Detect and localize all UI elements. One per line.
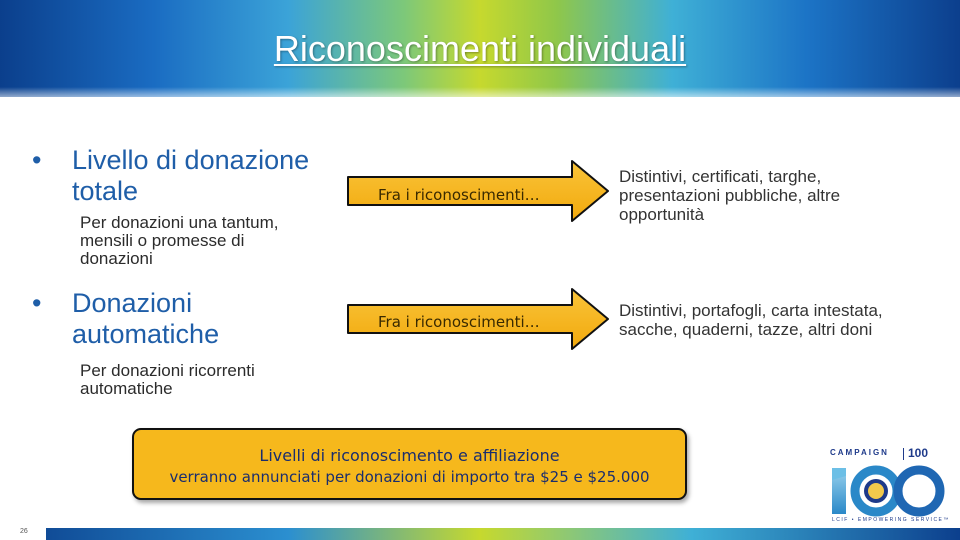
sub-line: mensili o promesse di — [80, 231, 245, 250]
campaign-100-logo — [826, 440, 948, 526]
desc-line: Distintivi, certificati, targhe, — [619, 167, 822, 186]
sub-line: Per donazioni una tantum, — [80, 213, 279, 232]
desc-donation-level — [619, 167, 949, 224]
arrow-label-1: Fra i riconoscimenti… — [378, 186, 540, 204]
bullet-line-2: totale — [72, 176, 139, 206]
arrow-label-2: Fra i riconoscimenti… — [378, 313, 540, 331]
desc-line: Distintivi, portafogli, carta intestata, — [619, 301, 883, 320]
sub-line: Per donazioni ricorrenti — [80, 361, 255, 380]
bullet-text — [72, 288, 219, 350]
announcement-box — [132, 428, 687, 500]
title-banner — [0, 0, 960, 97]
bullet-dot-icon: • — [32, 145, 42, 175]
logo-separator — [903, 448, 904, 460]
bullet-line-1: Livello di donazione — [72, 145, 310, 175]
bullet-text — [72, 145, 309, 207]
bullet-line-2: automatiche — [72, 319, 220, 349]
logo-100-mark-icon — [828, 462, 946, 518]
announcement-text: verranno annunciati per donazioni di importo tra $25 e $25.000 — [169, 468, 650, 486]
logo-campaign-text: CAMPAIGN — [830, 448, 889, 457]
page-number: 26 — [20, 528, 28, 535]
desc-line: sacche, quaderni, tazze, altri doni — [619, 320, 873, 339]
sub-line: donazioni — [80, 249, 153, 268]
logo-tagline: LCIF • EMPOWERING SERVICE™ — [832, 517, 950, 523]
announcement-heading: Livelli di riconoscimento e affiliazione — [259, 446, 560, 465]
logo-100-text: 100 — [908, 446, 929, 460]
desc-line: opportunità — [619, 205, 705, 224]
sub-text-donation-level — [80, 214, 278, 268]
bullet-automatic-donations — [32, 288, 332, 352]
desc-automatic-donations — [619, 301, 954, 339]
footer-strip — [0, 528, 960, 540]
bullet-line-1: Donazioni — [72, 288, 193, 318]
slide-title: Riconoscimenti individuali — [273, 28, 687, 69]
sub-line: automatiche — [80, 379, 173, 398]
bullet-dot-icon: • — [32, 288, 42, 318]
bullet-donation-level — [32, 145, 372, 209]
desc-line: presentazioni pubbliche, altre — [619, 186, 841, 205]
sub-text-automatic-donations — [80, 362, 255, 398]
